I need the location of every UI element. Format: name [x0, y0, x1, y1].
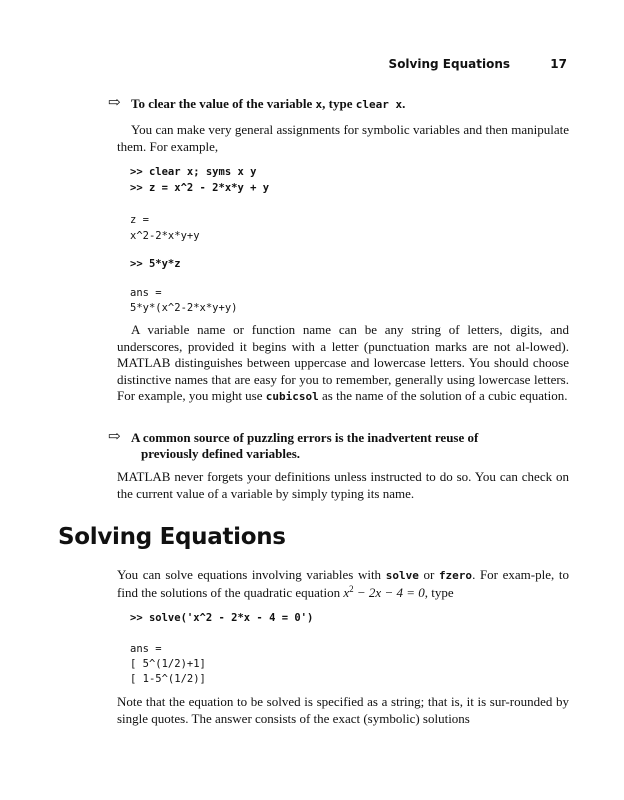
tip-clear-variable — [108, 96, 570, 113]
output-solve-ans-1: [ 5^(1/2)+1] — [130, 658, 206, 670]
section-heading: Solving Equations — [58, 524, 286, 550]
inline-code: cubicsol — [265, 390, 319, 403]
tip-text: A common source of puzzling errors is the inadvertent reuse of previously defined variables. — [131, 430, 479, 461]
output-solve-ans-label: ans = — [130, 643, 162, 655]
tip-arrow-icon: ⇨ — [108, 429, 121, 445]
tip-puzzling-errors — [108, 430, 570, 462]
output-solve-ans-2: [ 1-5^(1/2)] — [130, 673, 206, 685]
output-ans-label: ans = — [130, 287, 162, 299]
equation: $x^2 - 2x - 4 = 0$ — [343, 583, 425, 600]
inline-code: x — [315, 98, 323, 111]
code-line-5yz: >> 5*y*z — [130, 258, 181, 270]
inline-code: solve — [385, 569, 419, 582]
output-ans-value: 5*y*(x^2-2*x*y+y) — [130, 302, 238, 314]
running-title: Solving Equations — [388, 57, 510, 71]
paragraph-never-forgets: MATLAB never forgets your definitions unless instructed to do so. You can check on the current value of a variable by simply typing its name. — [117, 469, 569, 501]
output-z-value: x^2-2*x*y+y — [130, 230, 200, 242]
paragraph-assignments: You can make very general assignments for symbolic variables and then manipulate them. For example, — [117, 122, 569, 154]
running-header — [0, 57, 624, 73]
page-number: 17 — [550, 57, 567, 71]
tip-text: To clear the value of the variable x, type clear x. — [131, 96, 406, 111]
code-line-solve: >> solve('x^2 - 2*x - 4 = 0') — [130, 612, 314, 624]
tip-arrow-icon: ⇨ — [108, 95, 121, 111]
output-z-label: z = — [130, 214, 149, 226]
paragraph-solve-intro: You can solve equations involving variables with solve or fzero. For exam-ple, to find the solutions of the quadratic equation $x^2 - 2x - 4 = 0$, type — [117, 567, 569, 600]
inline-code: clear x — [355, 98, 403, 111]
paragraph-variable-names: A variable name or function name can be any string of letters, digits, and underscores, provided it begins with a letter (punctuation marks are not al-lowed). MATLAB distinguishes between uppercase and lowercase letters. You should choose distinctive names that are easy for you to remember, generally using lowercase letters. For example, you might use cubicsol as the name of the solution of a cubic equation. — [117, 322, 569, 403]
inline-code: fzero — [438, 569, 473, 582]
paragraph-note: Note that the equation to be solved is specified as a string; that is, it is sur-rounded by single quotes. The answer consists of the exact (symbolic) solutions — [117, 694, 569, 726]
code-line-clear: >> clear x; syms x y — [130, 166, 257, 178]
code-line-assign-z: >> z = x^2 - 2*x*y + y — [130, 182, 270, 194]
